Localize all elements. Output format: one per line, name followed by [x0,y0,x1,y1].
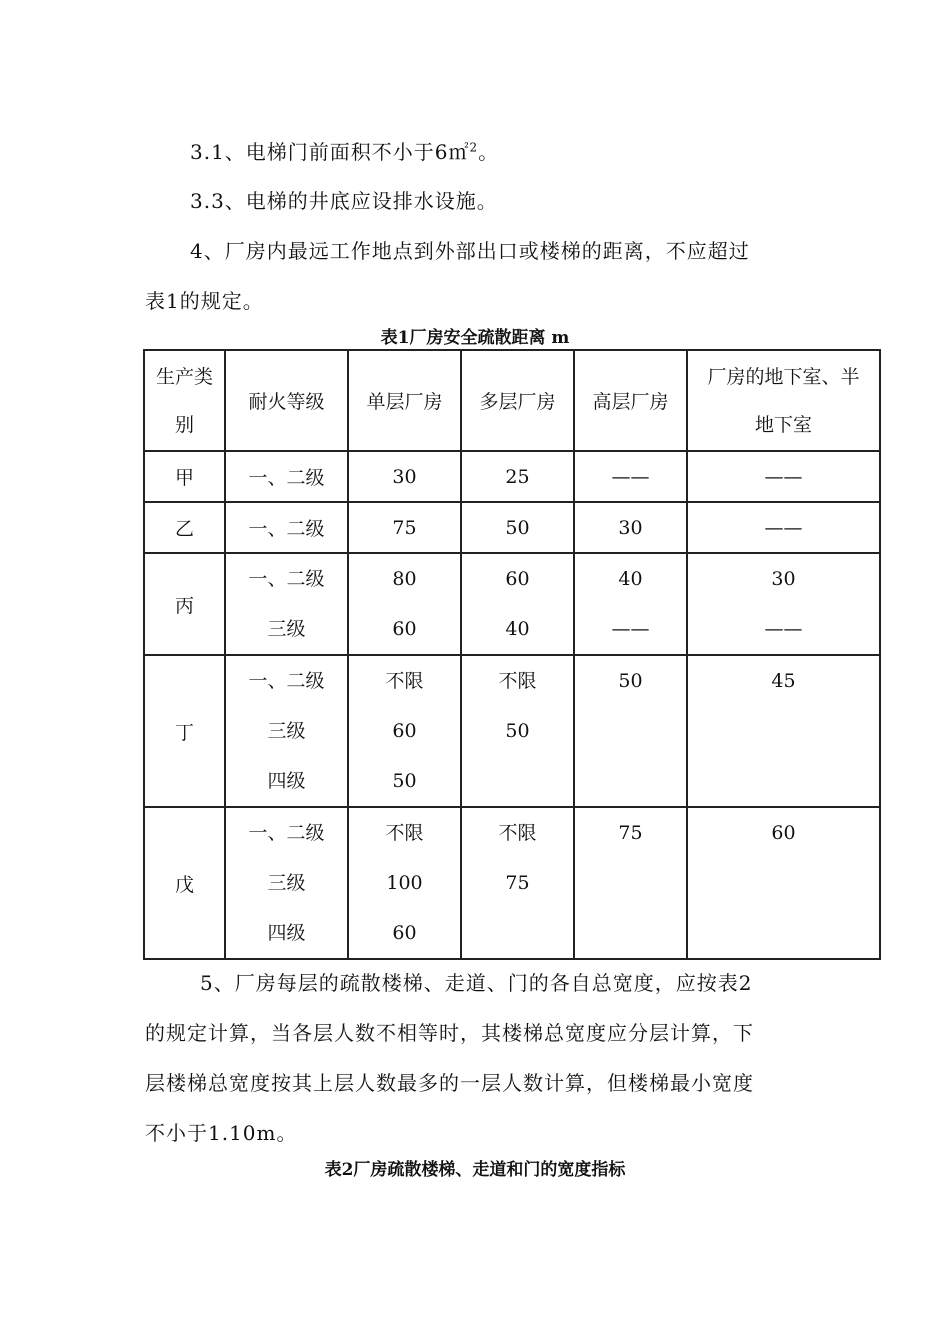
cell-high: —— [574,451,687,502]
cell-high: 50 [574,655,687,807]
cell-multi: 不限 50 [461,655,574,807]
cell-category: 戊 [144,807,225,959]
cell-rating: 一、二级 三级 四级 [225,807,348,959]
paragraph-5-line4: 不小于1.10m。 [145,1121,298,1145]
table2-caption: 表2厂房疏散楼梯、走道和门的宽度指标 [324,1160,626,1180]
paragraph-5-line2: 的规定计算，当各层人数不相等时，其楼梯总宽度应分层计算，下 [145,1021,754,1045]
table1-caption: 表1厂房安全疏散距离 m [380,328,570,348]
header-multi-storey: 多层厂房 [461,350,574,451]
cell-rating: 一、二级 [225,451,348,502]
cell-multi: 不限 75 [461,807,574,959]
cell-high: 40 —— [574,553,687,655]
cell-basement: —— [687,502,880,553]
cell-rating: 一、二级 三级 [225,553,348,655]
paragraph-3-3: 3.3、电梯的井底应设排水设施。 [190,189,498,213]
cell-single: 80 60 [348,553,461,655]
cell-basement: —— [687,451,880,502]
table-row-ding [144,655,880,807]
table-header-row [144,350,880,451]
cell-single: 30 [348,451,461,502]
cell-category: 乙 [144,502,225,553]
header-fire-rating: 耐火等级 [225,350,348,451]
header-high-rise: 高层厂房 [574,350,687,451]
cell-category: 丁 [144,655,225,807]
cell-basement: 45 [687,655,880,807]
header-category: 生产类 别 [144,350,225,451]
table-row-jia [144,451,880,502]
cell-rating: 一、二级 [225,502,348,553]
cell-multi: 60 40 [461,553,574,655]
cell-basement: 60 [687,807,880,959]
table-row-bing [144,553,880,655]
cell-rating: 一、二级 三级 四级 [225,655,348,807]
cell-single: 不限 60 50 [348,655,461,807]
paragraph-5-line1: 5、厂房每层的疏散楼梯、走道、门的各自总宽度，应按表2 [200,971,753,995]
cell-basement: 30 —— [687,553,880,655]
cell-high: 75 [574,807,687,959]
cell-single: 75 [348,502,461,553]
paragraph-5-line3: 层楼梯总宽度按其上层人数最多的一层人数计算，但楼梯最小宽度 [145,1071,754,1095]
paragraph-3-1: 3.1、电梯门前面积不小于6㎡$^2$。 [190,140,500,164]
cell-multi: 25 [461,451,574,502]
header-basement: 厂房的地下室、半 地下室 [687,350,880,451]
table1-evacuation-distance [143,349,881,960]
cell-category: 甲 [144,451,225,502]
cell-high: 30 [574,502,687,553]
cell-single: 不限 100 60 [348,807,461,959]
header-single-storey: 单层厂房 [348,350,461,451]
paragraph-4-line1: 4、厂房内最远工作地点到外部出口或楼梯的距离，不应超过 [190,239,750,263]
cell-multi: 50 [461,502,574,553]
paragraph-4-line2: 表1的规定。 [145,289,264,313]
table-row-yi [144,502,880,553]
cell-category: 丙 [144,553,225,655]
table-row-wu [144,807,880,959]
